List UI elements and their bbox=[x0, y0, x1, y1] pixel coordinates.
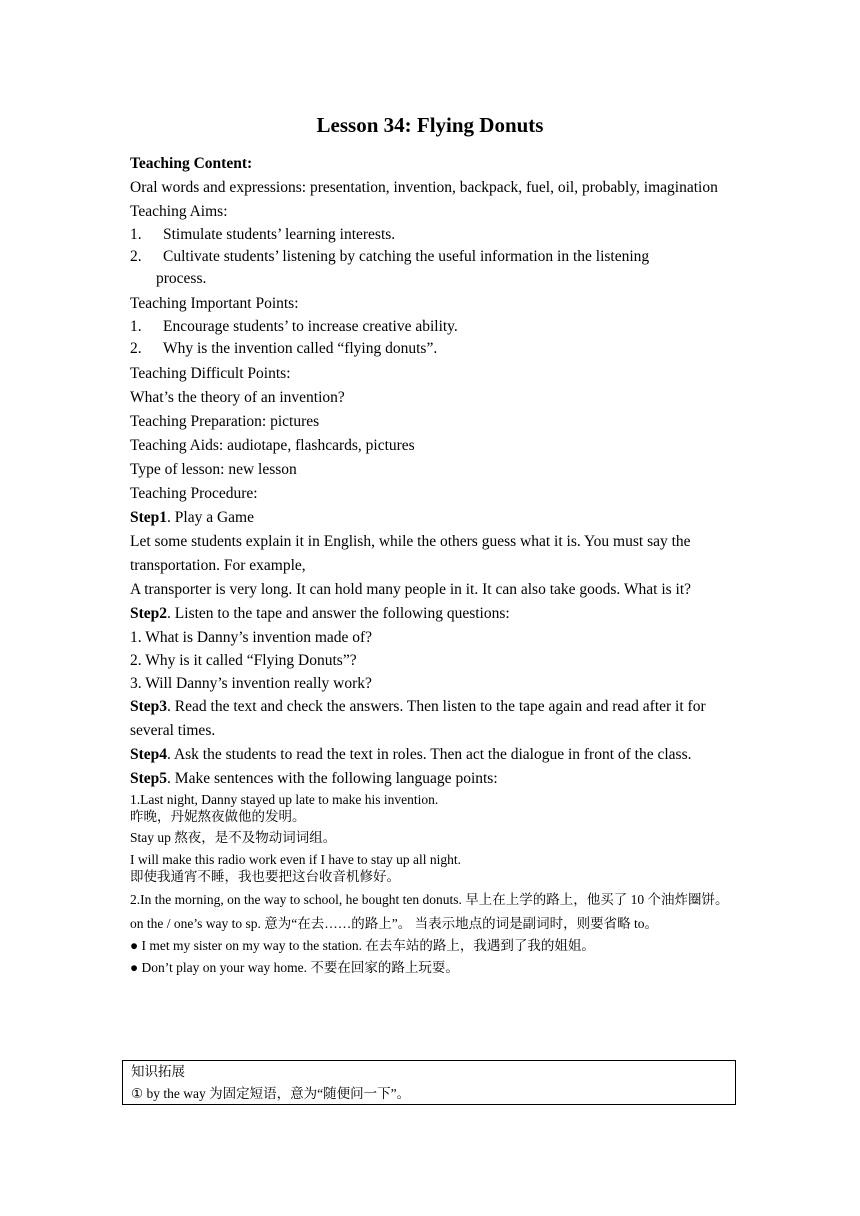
step5-line: ● Don’t play on your way home. 不要在回家的路上玩耍。 bbox=[130, 960, 459, 975]
oral-words: Oral words and expressions: presentation, invention, backpack, fuel, oil, probably, imagination bbox=[130, 179, 718, 196]
step3-paragraph: Step3. Read the text and check the answers. Then listen to the tape again and read after it for several times. bbox=[130, 698, 706, 739]
step5-line: 昨晚，丹妮熬夜做他的发明。 bbox=[130, 809, 306, 824]
step5-line: 即使我通宵不睡，我也要把这台收音机修好。 bbox=[130, 869, 400, 884]
knowledge-box bbox=[122, 1060, 736, 1105]
step1-text1: Let some students explain it in English, while the others guess what it is. You must say the transportation. For example, bbox=[130, 533, 691, 574]
teaching-preparation: Teaching Preparation: pictures bbox=[130, 413, 320, 430]
step2-question: 2. Why is it called “Flying Donuts”? bbox=[130, 652, 357, 669]
step5-line: 1.Last night, Danny stayed up late to make his invention. bbox=[130, 792, 439, 807]
step4-paragraph: Step4. Ask the students to read the text in roles. Then act the dialogue in front of the class. bbox=[130, 746, 692, 763]
teaching-content-heading: Teaching Content: bbox=[130, 155, 253, 172]
difficult-points-text: What’s the theory of an invention? bbox=[130, 389, 345, 406]
step5-heading: Step5. Make sentences with the following language points: bbox=[130, 770, 498, 787]
list-item: 2. Cultivate students’ listening by catching the useful information in the listening process. bbox=[130, 248, 650, 287]
important-points-heading: Teaching Important Points: bbox=[130, 295, 299, 312]
step5-line: on the / one’s way to sp. 意为“在去……的路上”。 当表示地点的词是副词时，则要省略 to。 bbox=[130, 916, 658, 931]
step5-line: I will make this radio work even if I have to stay up all night. bbox=[130, 852, 462, 867]
step2-question: 3. Will Danny’s invention really work? bbox=[130, 675, 372, 692]
step5-line: Stay up 熬夜，是不及物动词词组。 bbox=[130, 830, 337, 845]
teaching-aims-list bbox=[130, 224, 730, 290]
important-points-list bbox=[130, 316, 730, 360]
teaching-aids: Teaching Aids: audiotape, flashcards, pictures bbox=[130, 437, 415, 454]
list-item: 1. Encourage students’ to increase creative ability. bbox=[130, 318, 458, 335]
step1-text2: A transporter is very long. It can hold many people in it. It can also take goods. What is it? bbox=[130, 581, 692, 598]
lesson-type: Type of lesson: new lesson bbox=[130, 461, 297, 478]
step1-heading: Step1. Play a Game bbox=[130, 509, 254, 526]
step2-question: 1. What is Danny’s invention made of? bbox=[130, 629, 373, 646]
page-title: Lesson 34: Flying Donuts bbox=[316, 113, 544, 137]
step5-line: 2.In the morning, on the way to school, he bought ten donuts. 早上在上学的路上，他买了 10 个油炸圈饼。 bbox=[130, 892, 729, 907]
step5-line: ● I met my sister on my way to the station. 在去车站的路上，我遇到了我的姐姐。 bbox=[130, 938, 595, 953]
step2-heading: Step2. Listen to the tape and answer the following questions: bbox=[130, 605, 510, 622]
list-item: 1. Stimulate students’ learning interests. bbox=[130, 226, 396, 243]
list-item: 2. Why is the invention called “flying donuts”. bbox=[130, 340, 438, 357]
difficult-points-heading: Teaching Difficult Points: bbox=[130, 365, 291, 382]
document-body bbox=[130, 152, 730, 978]
knowledge-box-heading: 知识拓展 bbox=[131, 1064, 185, 1079]
teaching-procedure: Teaching Procedure: bbox=[130, 485, 258, 502]
teaching-aims-heading: Teaching Aims: bbox=[130, 203, 228, 220]
knowledge-box-text: ① by the way 为固定短语，意为“随便问一下”。 bbox=[131, 1086, 411, 1101]
